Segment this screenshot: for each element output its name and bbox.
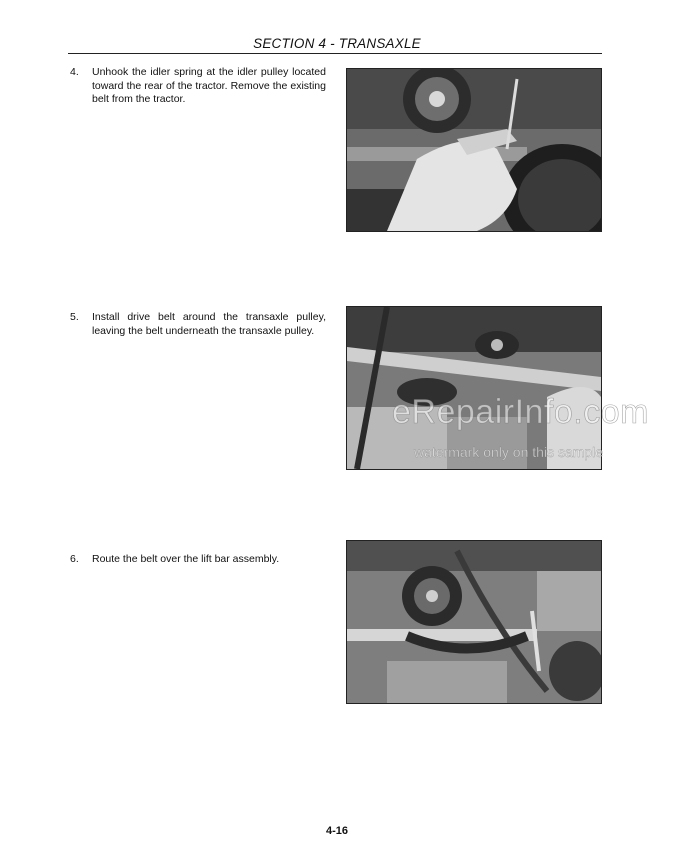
step-number: 6. xyxy=(70,553,79,565)
step-text: Route the belt over the lift bar assembly. xyxy=(92,553,280,565)
step-text: Install drive belt around the transaxle pulley, leaving the belt underneath the transaxle pulley. xyxy=(92,311,326,337)
step-number: 4. xyxy=(70,66,79,78)
step-4 xyxy=(70,66,326,107)
step-4-photo xyxy=(346,68,602,232)
step-5 xyxy=(70,311,326,338)
step-text: Unhook the idler spring at the idler pulley located toward the rear of the tractor. Remove the existing belt from the tractor. xyxy=(92,66,326,106)
page-number: 4-16 xyxy=(325,825,349,837)
watermark-sub: watermark only on this sample xyxy=(414,444,604,460)
step-6 xyxy=(70,553,326,567)
step-6-photo xyxy=(346,540,602,704)
step-number: 5. xyxy=(70,311,79,323)
watermark-main: eRepairInfo.com xyxy=(392,393,649,431)
section-title: SECTION 4 - TRANSAXLE xyxy=(253,36,421,51)
header-divider xyxy=(68,53,602,54)
